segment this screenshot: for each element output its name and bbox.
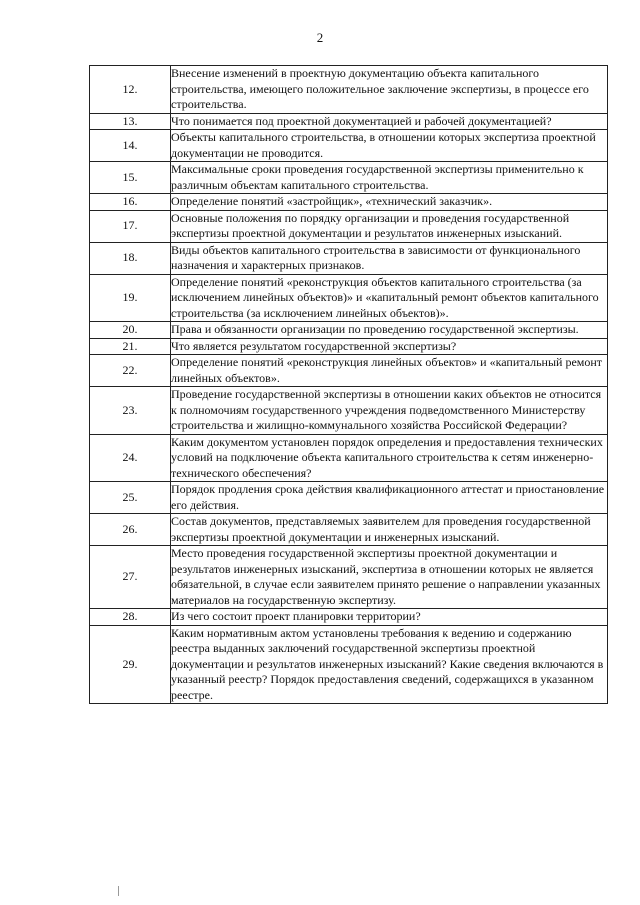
row-text: Каким документом установлен порядок определения и предоставления технических условий на подключение объекта капитального строительства к сетям инженерно-технического обеспечения? [171,434,608,482]
row-number: 17. [90,210,171,242]
row-text: Состав документов, представляемых заявителем для проведения государственной экспертизы проектной документации и инженерных изысканий. [171,514,608,546]
row-text: Права и обязанности организации по проведению государственной экспертизы. [171,322,608,339]
table-row [90,514,608,546]
row-text: Порядок продления срока действия квалификационного аттестат и приостановление его действия. [171,482,608,514]
table-row [90,130,608,162]
row-text: Виды объектов капитального строительства в зависимости от функционального назначения и характерных признаков. [171,242,608,274]
row-text: Внесение изменений в проектную документацию объекта капитального строительства, имеющего положительное заключение экспертизы, в процессе его строительства. [171,66,608,114]
row-text: Что является результатом государственной экспертизы? [171,338,608,355]
row-number: 26. [90,514,171,546]
row-number: 24. [90,434,171,482]
table-row [90,625,608,704]
table-row [90,387,608,435]
row-number: 15. [90,162,171,194]
table-row [90,162,608,194]
row-text: Объекты капитального строительства, в отношении которых экспертиза проектной документации не проводится. [171,130,608,162]
row-number: 29. [90,625,171,704]
row-text: Основные положения по порядку организации и проведения государственной экспертизы проектной документации и результатов инженерных изысканий. [171,210,608,242]
row-number: 19. [90,274,171,322]
row-text: Определение понятий «застройщик», «технический заказчик». [171,194,608,211]
table-row [90,338,608,355]
table-row [90,546,608,609]
table-row [90,355,608,387]
row-text: Определение понятий «реконструкция объектов капитального строительства (за исключением линейных объектов)» и «капитальный ремонт объектов капитального строительства (за исключением линейных объектов)». [171,274,608,322]
row-text: Каким нормативным актом установлены требования к ведению и содержанию реестра выданных заключений государственной экспертизы проектной документации и результатов инженерных изысканий? Какие сведения включаются в указанный реестр? Порядок предоставления сведений, содержащихся в указанном реестре. [171,625,608,704]
page-number: 2 [316,30,324,45]
row-number: 16. [90,194,171,211]
row-number: 23. [90,387,171,435]
table-row [90,274,608,322]
table-row [90,113,608,130]
row-number: 25. [90,482,171,514]
row-number: 22. [90,355,171,387]
row-number: 27. [90,546,171,609]
table-row [90,242,608,274]
table-row [90,482,608,514]
row-text: Проведение государственной экспертизы в отношении каких объектов не относится к полномочиям государственного учреждения подведомственного Министерству строительства и жилищно-коммунального хозяйства Российской Федерации? [171,387,608,435]
row-number: 12. [90,66,171,114]
questions-table [89,65,608,704]
row-number: 18. [90,242,171,274]
table-row [90,66,608,114]
row-number: 21. [90,338,171,355]
table-row [90,322,608,339]
row-text: Максимальные сроки проведения государственной экспертизы применительно к различным объектам капитального строительства. [171,162,608,194]
table-row [90,609,608,626]
row-text: Место проведения государственной экспертизы проектной документации и результатов инженерных изысканий, экспертиза в отношении которых не является обязательной, в случае если заявителем принято решение о направлении указанных материалов на государственную экспертизу. [171,546,608,609]
row-number: 20. [90,322,171,339]
row-number: 13. [90,113,171,130]
scan-mark [118,886,119,896]
table-row [90,210,608,242]
row-number: 28. [90,609,171,626]
table-row [90,434,608,482]
row-text: Определение понятий «реконструкция линейных объектов» и «капитальный ремонт линейных объектов». [171,355,608,387]
table-row [90,194,608,211]
row-number: 14. [90,130,171,162]
row-text: Из чего состоит проект планировки территории? [171,609,608,626]
row-text: Что понимается под проектной документацией и рабочей документацией? [171,113,608,130]
